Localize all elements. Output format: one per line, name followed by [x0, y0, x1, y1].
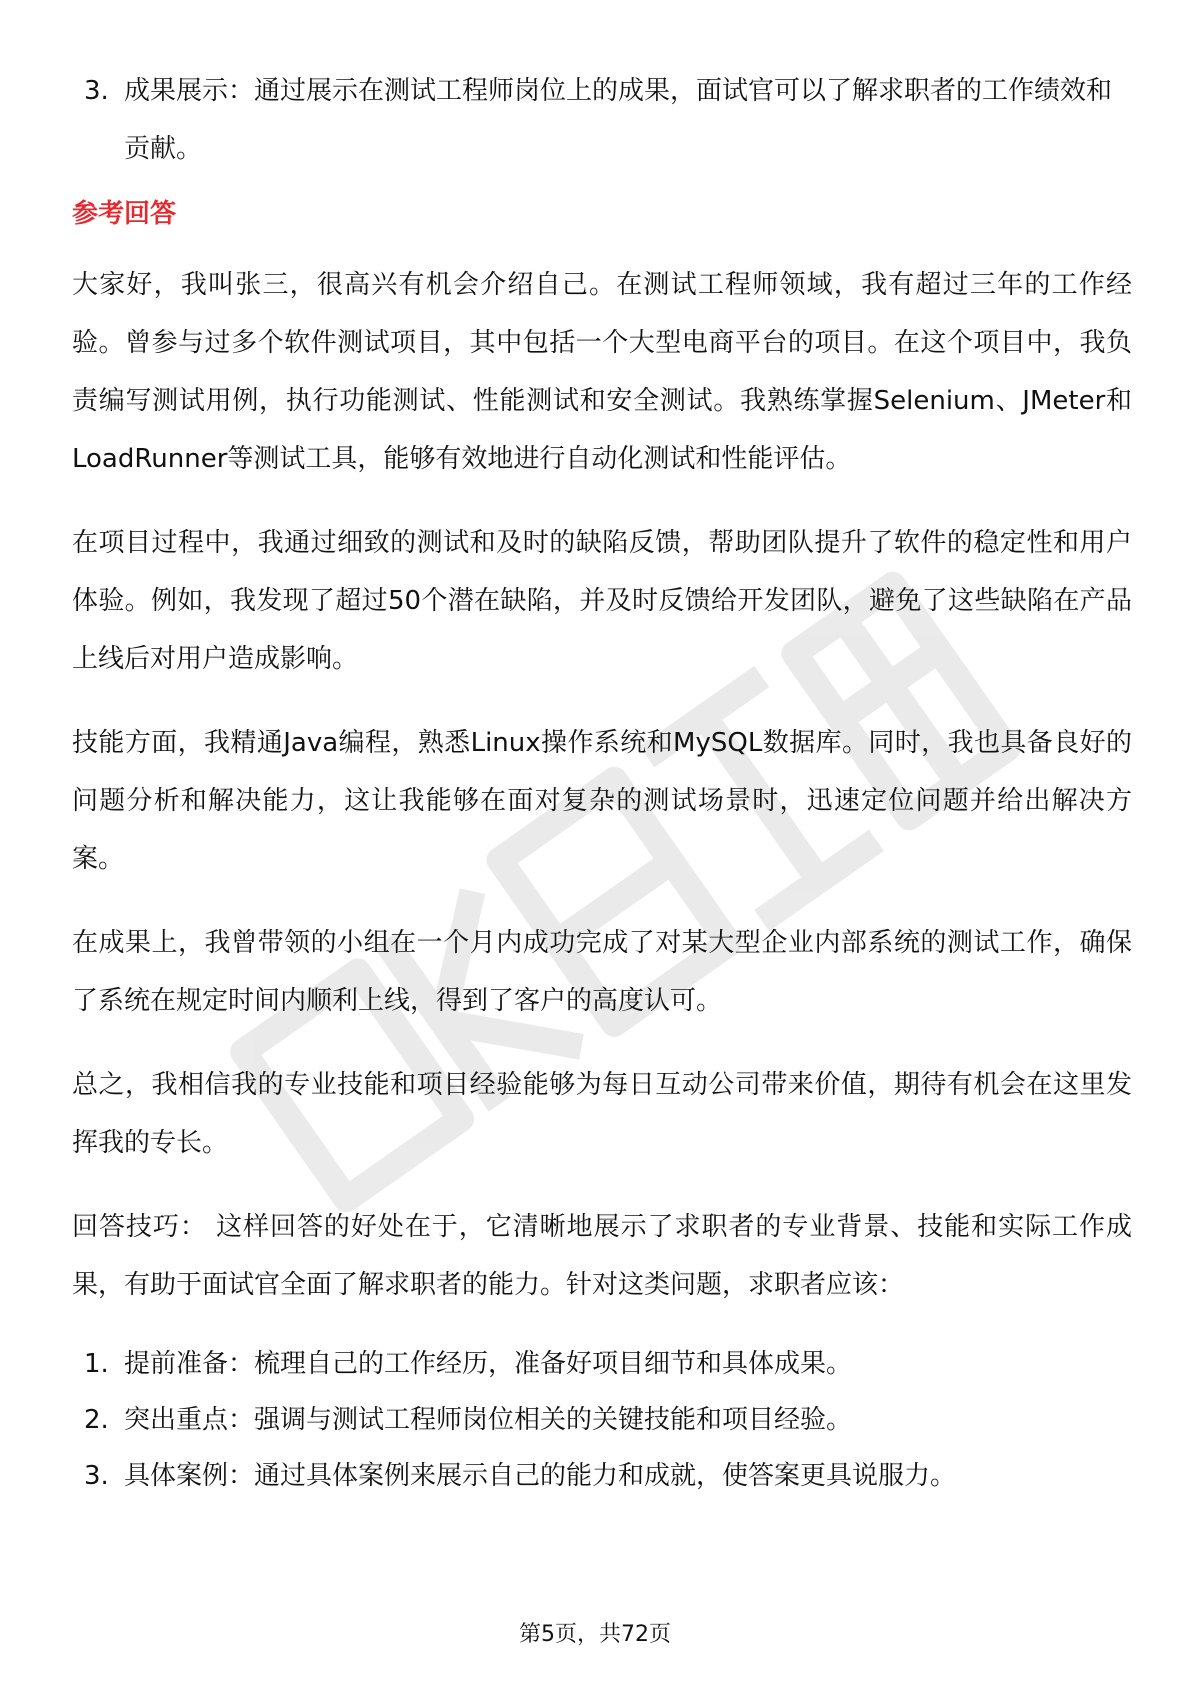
list-item-number: 2. [84, 1405, 109, 1435]
answer-tips-paragraph: 回答技巧： 这样回答的好处在于，它清晰地展示了求职者的专业背景、技能和实际工作成果，有助于面试官全面了解求职者的能力。针对这类问题，求职者应该： [72, 1212, 1132, 1300]
list-item-label: 成果展示： [124, 76, 255, 106]
list-item [72, 1448, 1132, 1504]
list-item [72, 62, 1132, 178]
list-item-label: 提前准备： [124, 1349, 255, 1379]
answer-paragraph: 大家好，我叫张三，很高兴有机会介绍自己。在测试工程师领域，我有超过三年的工作经验。曾参与过多个软件测试项目，其中包括一个大型电商平台的项目。在这个项目中，我负责编写测试用例，执行功能测试、性能测试和安全测试。我熟练掌握Selenium、JMeter和LoadRunner等测试工具，能够有效地进行自动化测试和性能评估。 [72, 270, 1132, 474]
page-number-footer: 第5页，共72页 [519, 1622, 671, 1647]
page-content [72, 62, 1132, 1504]
answer-paragraph: 技能方面，我精通Java编程，熟悉Linux操作系统和MySQL数据库。同时，我也具备良好的问题分析和解决能力，这让我能够在面对复杂的测试场景时，迅速定位问题并给出解决方案。 [72, 728, 1132, 874]
list-item-text: 通过展示在测试工程师岗位上的成果，面试官可以了解求职者的工作绩效和贡献。 [124, 76, 1113, 164]
list-item-text: 通过具体案例来展示自己的能力和成就，使答案更具说服力。 [254, 1461, 957, 1491]
answer-paragraph: 总之，我相信我的专业技能和项目经验能够为每日互动公司带来价值，期待有机会在这里发挥我的专长。 [72, 1070, 1132, 1158]
list-item-number: 3. [84, 76, 109, 106]
list-item-text: 强调与测试工程师岗位相关的关键技能和项目经验。 [254, 1405, 853, 1435]
criteria-list-continued [72, 62, 1132, 178]
list-item-label: 具体案例： [124, 1461, 255, 1491]
list-item-text: 梳理自己的工作经历，准备好项目细节和具体成果。 [254, 1349, 853, 1379]
answer-paragraph: 在项目过程中，我通过细致的测试和及时的缺陷反馈，帮助团队提升了软件的稳定性和用户体验。例如，我发现了超过50个潜在缺陷，并及时反馈给开发团队，避免了这些缺陷在产品上线后对用户造成影响。 [72, 528, 1132, 674]
section-heading: 参考回答 [72, 199, 177, 229]
list-item-number: 3. [84, 1461, 109, 1491]
tips-list [72, 1336, 1132, 1504]
answer-paragraph: 在成果上，我曾带领的小组在一个月内成功完成了对某大型企业内部系统的测试工作，确保了系统在规定时间内顺利上线，得到了客户的高度认可。 [72, 928, 1132, 1016]
list-item [72, 1336, 1132, 1392]
list-item-number: 1. [84, 1349, 109, 1379]
list-item [72, 1392, 1132, 1448]
list-item-label: 突出重点： [124, 1405, 255, 1435]
